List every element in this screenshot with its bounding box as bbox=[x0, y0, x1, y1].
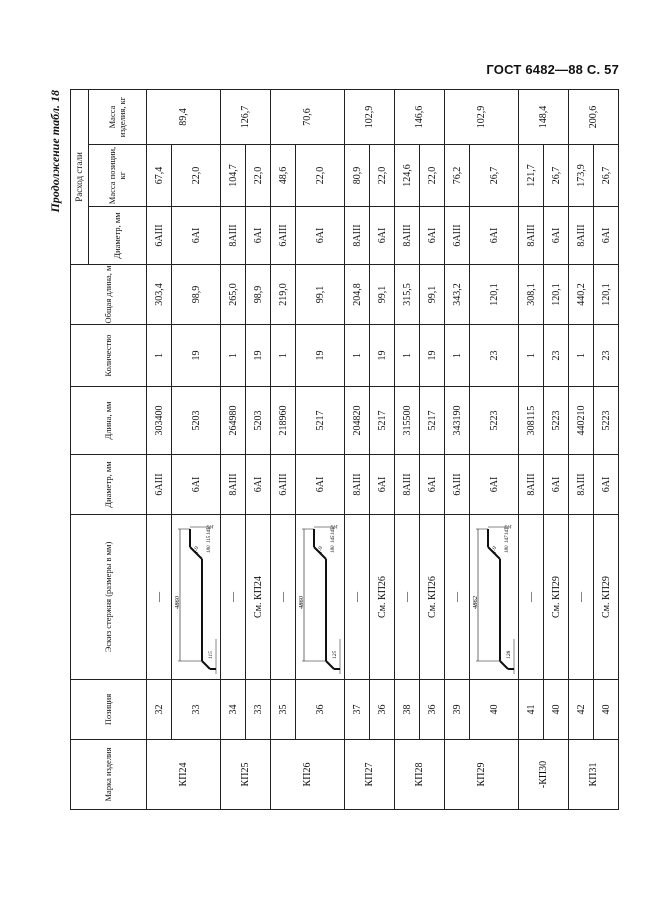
sketch-dimension: 145 bbox=[207, 527, 212, 535]
steel-mass-pos-cell: 104,7 bbox=[221, 145, 246, 207]
col-steel-group: Расход стали bbox=[71, 90, 89, 265]
col-mark: Марка изделия bbox=[71, 740, 147, 810]
sketch-cell: См. КП29 bbox=[544, 515, 569, 680]
sketch-dimension: 175 bbox=[330, 523, 338, 528]
steel-mass-pos-cell: 22,0 bbox=[246, 145, 271, 207]
steel-mass-item-cell: 70,6 bbox=[271, 90, 345, 145]
position-cell: 40 bbox=[594, 680, 619, 740]
sketch-dimension: 175 bbox=[206, 523, 214, 528]
diameter-cell: 6AIII bbox=[147, 455, 172, 515]
total-length-cell: 303,4 bbox=[147, 265, 172, 325]
table-frame bbox=[48, 90, 635, 810]
sketch-cell: — bbox=[345, 515, 370, 680]
total-length-cell: 265,0 bbox=[221, 265, 246, 325]
sketch-dimension: 145 bbox=[331, 527, 336, 535]
steel-mass-pos-cell: 22,0 bbox=[370, 145, 395, 207]
total-length-cell: 219,0 bbox=[271, 265, 296, 325]
table-row bbox=[519, 90, 544, 810]
diameter-cell: 8AIII bbox=[345, 455, 370, 515]
table-row bbox=[345, 90, 370, 810]
length-cell: 343190 bbox=[445, 387, 470, 455]
sketch-dimension: r-9 bbox=[318, 546, 324, 553]
count-cell: 1 bbox=[221, 325, 246, 387]
mark-cell: КП28 bbox=[395, 740, 445, 810]
steel-mass-item-cell: 146,6 bbox=[395, 90, 445, 145]
sketch-dimension: 125 bbox=[332, 650, 338, 659]
diameter-cell: 6AIII bbox=[445, 455, 470, 515]
count-cell: 1 bbox=[147, 325, 172, 387]
mark-cell: КП29 bbox=[445, 740, 519, 810]
total-length-cell: 99,1 bbox=[296, 265, 345, 325]
steel-diameter-cell: 6AIII bbox=[271, 207, 296, 265]
length-cell: 308115 bbox=[519, 387, 544, 455]
diameter-cell: 8AIII bbox=[395, 455, 420, 515]
count-cell: 23 bbox=[544, 325, 569, 387]
sketch-cell bbox=[296, 515, 345, 680]
rebar-sketch bbox=[296, 515, 344, 680]
rebar-sketch bbox=[172, 515, 220, 680]
count-cell: 1 bbox=[445, 325, 470, 387]
steel-mass-pos-cell: 124,6 bbox=[395, 145, 420, 207]
steel-diameter-cell: 6AI bbox=[246, 207, 271, 265]
sketch-dimension: 4860 bbox=[174, 596, 181, 609]
steel-diameter-cell: 8AIII bbox=[221, 207, 246, 265]
steel-diameter-cell: 8AIII bbox=[345, 207, 370, 265]
diameter-cell: 6AIII bbox=[271, 455, 296, 515]
steel-mass-pos-cell: 26,7 bbox=[594, 145, 619, 207]
sketch-cell bbox=[470, 515, 519, 680]
diameter-cell: 6AI bbox=[296, 455, 345, 515]
total-length-cell: 315,5 bbox=[395, 265, 420, 325]
count-cell: 1 bbox=[345, 325, 370, 387]
steel-mass-pos-cell: 80,9 bbox=[345, 145, 370, 207]
steel-diameter-cell: 6AI bbox=[370, 207, 395, 265]
sketch-cell: — bbox=[395, 515, 420, 680]
total-length-cell: 120,1 bbox=[470, 265, 519, 325]
steel-mass-item-cell: 102,9 bbox=[445, 90, 519, 145]
sketch-dimension: 147 bbox=[505, 535, 510, 543]
diameter-cell: 6AI bbox=[544, 455, 569, 515]
sketch-cell: См. КП26 bbox=[420, 515, 445, 680]
sketch-dimension: 145 bbox=[331, 535, 336, 543]
table-caption: Продолжение табл. 18 bbox=[48, 90, 62, 213]
page-header: ГОСТ 6482—88 С. 57 bbox=[486, 62, 619, 77]
steel-mass-pos-cell: 26,7 bbox=[544, 145, 569, 207]
total-length-cell: 204,8 bbox=[345, 265, 370, 325]
col-steel-diameter: Диаметр, мм bbox=[89, 207, 147, 265]
position-cell: 33 bbox=[246, 680, 271, 740]
table-row bbox=[172, 90, 221, 810]
position-cell: 36 bbox=[296, 680, 345, 740]
col-total-length: Общая длина, м bbox=[71, 265, 147, 325]
sketch-dimension: r-9 bbox=[194, 546, 200, 553]
position-cell: 32 bbox=[147, 680, 172, 740]
steel-mass-pos-cell: 173,9 bbox=[569, 145, 594, 207]
diameter-cell: 8AIII bbox=[221, 455, 246, 515]
length-cell: 5217 bbox=[370, 387, 395, 455]
diameter-cell: 6AI bbox=[420, 455, 445, 515]
diameter-cell: 6AI bbox=[594, 455, 619, 515]
mark-cell: КП31 bbox=[569, 740, 619, 810]
length-cell: 440210 bbox=[569, 387, 594, 455]
steel-mass-pos-cell: 22,0 bbox=[172, 145, 221, 207]
steel-diameter-cell: 6AI bbox=[296, 207, 345, 265]
steel-diameter-cell: 6AI bbox=[420, 207, 445, 265]
length-cell: 5217 bbox=[420, 387, 445, 455]
steel-mass-pos-cell: 48,6 bbox=[271, 145, 296, 207]
sketch-cell: — bbox=[519, 515, 544, 680]
steel-mass-pos-cell: 22,0 bbox=[296, 145, 345, 207]
steel-diameter-cell: 8AIII bbox=[395, 207, 420, 265]
count-cell: 19 bbox=[370, 325, 395, 387]
sketch-dimension: 4860 bbox=[298, 596, 305, 609]
table-row bbox=[147, 90, 172, 810]
sketch-dimension: 128 bbox=[506, 650, 512, 659]
count-cell: 1 bbox=[569, 325, 594, 387]
steel-mass-item-cell: 89,4 bbox=[147, 90, 221, 145]
steel-diameter-cell: 6AI bbox=[470, 207, 519, 265]
steel-mass-item-cell: 102,9 bbox=[345, 90, 395, 145]
steel-mass-pos-cell: 67,4 bbox=[147, 145, 172, 207]
sketch-line bbox=[500, 661, 508, 669]
table-row bbox=[569, 90, 594, 810]
col-diameter: Диаметр, мм bbox=[71, 455, 147, 515]
position-cell: 38 bbox=[395, 680, 420, 740]
count-cell: 19 bbox=[246, 325, 271, 387]
steel-mass-item-cell: 148,4 bbox=[519, 90, 569, 145]
sketch-dimension: 147 bbox=[505, 527, 510, 535]
total-length-cell: 120,1 bbox=[544, 265, 569, 325]
total-length-cell: 99,1 bbox=[370, 265, 395, 325]
length-cell: 264980 bbox=[221, 387, 246, 455]
diameter-cell: 6AI bbox=[370, 455, 395, 515]
steel-diameter-cell: 6AIII bbox=[445, 207, 470, 265]
count-cell: 1 bbox=[395, 325, 420, 387]
mark-cell: КП26 bbox=[271, 740, 345, 810]
total-length-cell: 99,1 bbox=[420, 265, 445, 325]
table-row bbox=[445, 90, 470, 810]
steel-diameter-cell: 6AI bbox=[544, 207, 569, 265]
total-length-cell: 343,2 bbox=[445, 265, 470, 325]
table-row bbox=[370, 90, 395, 810]
sketch-dimension: 180 bbox=[331, 545, 336, 553]
steel-diameter-cell: 6AI bbox=[172, 207, 221, 265]
col-sketch: Эскиз стержня (размеры в мм) bbox=[71, 515, 147, 680]
length-cell: 218960 bbox=[271, 387, 296, 455]
total-length-cell: 120,1 bbox=[594, 265, 619, 325]
diameter-cell: 8AIII bbox=[519, 455, 544, 515]
sketch-cell: — bbox=[271, 515, 296, 680]
table-row bbox=[271, 90, 296, 810]
sketch-line bbox=[202, 661, 210, 669]
length-cell: 5223 bbox=[594, 387, 619, 455]
table-row bbox=[221, 90, 246, 810]
table-row bbox=[246, 90, 271, 810]
sketch-dimension: 115 bbox=[207, 535, 212, 543]
position-cell: 35 bbox=[271, 680, 296, 740]
table-row bbox=[544, 90, 569, 810]
total-length-cell: 98,9 bbox=[246, 265, 271, 325]
sketch-dimension: 115 bbox=[208, 651, 214, 659]
position-cell: 37 bbox=[345, 680, 370, 740]
steel-diameter-cell: 8AIII bbox=[519, 207, 544, 265]
sketch-dimension: 4862 bbox=[472, 596, 479, 609]
count-cell: 1 bbox=[519, 325, 544, 387]
steel-mass-pos-cell: 76,2 bbox=[445, 145, 470, 207]
sketch-cell: — bbox=[147, 515, 172, 680]
table-row bbox=[395, 90, 420, 810]
length-cell: 5223 bbox=[470, 387, 519, 455]
position-cell: 36 bbox=[420, 680, 445, 740]
position-cell: 40 bbox=[470, 680, 519, 740]
sketch-cell bbox=[172, 515, 221, 680]
steel-diameter-cell: 8AIII bbox=[569, 207, 594, 265]
rebar-sketch bbox=[470, 515, 518, 680]
steel-mass-pos-cell: 22,0 bbox=[420, 145, 445, 207]
col-position: Позиция bbox=[71, 680, 147, 740]
length-cell: 5217 bbox=[296, 387, 345, 455]
sketch-dimension: 175 bbox=[504, 523, 512, 528]
steel-diameter-cell: 6AIII bbox=[147, 207, 172, 265]
count-cell: 1 bbox=[271, 325, 296, 387]
length-cell: 5203 bbox=[172, 387, 221, 455]
table-row bbox=[470, 90, 519, 810]
count-cell: 23 bbox=[470, 325, 519, 387]
diameter-cell: 8AIII bbox=[569, 455, 594, 515]
length-cell: 315500 bbox=[395, 387, 420, 455]
diameter-cell: 6AI bbox=[470, 455, 519, 515]
count-cell: 19 bbox=[172, 325, 221, 387]
sketch-line bbox=[326, 661, 334, 669]
col-steel-mass-pos: Масса позиции, кг bbox=[89, 145, 147, 207]
table-row bbox=[420, 90, 445, 810]
sketch-dimension: 180 bbox=[505, 545, 510, 553]
position-cell: 42 bbox=[569, 680, 594, 740]
length-cell: 5203 bbox=[246, 387, 271, 455]
position-cell: 40 bbox=[544, 680, 569, 740]
position-cell: 34 bbox=[221, 680, 246, 740]
col-length: Длина, мм bbox=[71, 387, 147, 455]
position-cell: 39 bbox=[445, 680, 470, 740]
total-length-cell: 308,1 bbox=[519, 265, 544, 325]
steel-mass-item-cell: 200,6 bbox=[569, 90, 619, 145]
sketch-cell: См. КП26 bbox=[370, 515, 395, 680]
steel-table bbox=[70, 89, 619, 810]
col-steel-mass-item: Масса изделия, кг bbox=[89, 90, 147, 145]
length-cell: 5223 bbox=[544, 387, 569, 455]
total-length-cell: 440,2 bbox=[569, 265, 594, 325]
count-cell: 23 bbox=[594, 325, 619, 387]
diameter-cell: 6AI bbox=[172, 455, 221, 515]
sketch-dimension: 180 bbox=[207, 545, 212, 553]
mark-cell: КП25 bbox=[221, 740, 271, 810]
mark-cell: КП24 bbox=[147, 740, 221, 810]
position-cell: 41 bbox=[519, 680, 544, 740]
sketch-cell: — bbox=[569, 515, 594, 680]
position-cell: 36 bbox=[370, 680, 395, 740]
total-length-cell: 98,9 bbox=[172, 265, 221, 325]
table-row bbox=[296, 90, 345, 810]
sketch-cell: — bbox=[445, 515, 470, 680]
sketch-cell: См. КП24 bbox=[246, 515, 271, 680]
steel-mass-pos-cell: 26,7 bbox=[470, 145, 519, 207]
steel-mass-item-cell: 126,7 bbox=[221, 90, 271, 145]
sketch-cell: См. КП29 bbox=[594, 515, 619, 680]
mark-cell: КП27 bbox=[345, 740, 395, 810]
length-cell: 204820 bbox=[345, 387, 370, 455]
table-row bbox=[594, 90, 619, 810]
length-cell: 303400 bbox=[147, 387, 172, 455]
steel-mass-pos-cell: 121,7 bbox=[519, 145, 544, 207]
diameter-cell: 6AI bbox=[246, 455, 271, 515]
sketch-cell: — bbox=[221, 515, 246, 680]
count-cell: 19 bbox=[296, 325, 345, 387]
position-cell: 33 bbox=[172, 680, 221, 740]
col-count: Количество bbox=[71, 325, 147, 387]
sketch-dimension: r-9 bbox=[492, 546, 498, 553]
count-cell: 19 bbox=[420, 325, 445, 387]
mark-cell: -КП30 bbox=[519, 740, 569, 810]
steel-diameter-cell: 6AI bbox=[594, 207, 619, 265]
